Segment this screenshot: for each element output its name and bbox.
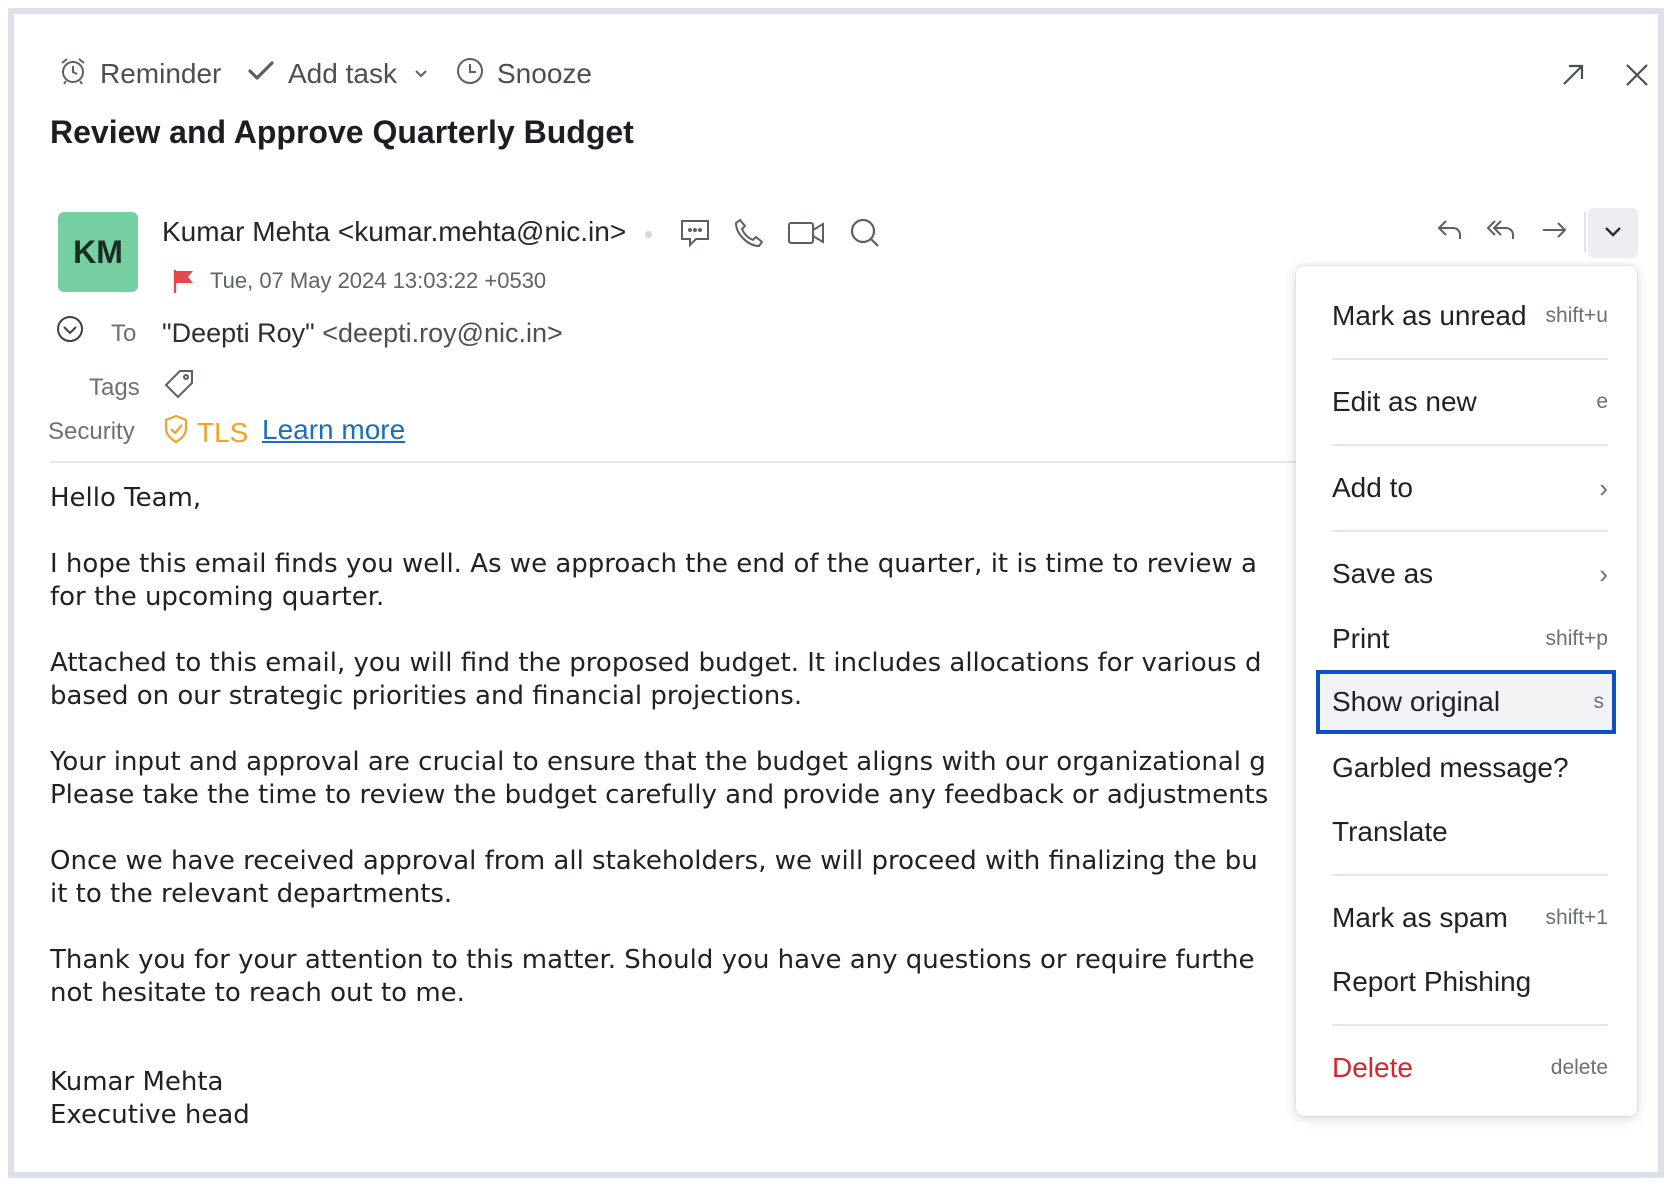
menu-item-label: Mark as unread	[1332, 300, 1527, 331]
body-line: Please take the time to review the budget carefully and provide any feedback or adjustments	[50, 780, 1269, 810]
forward-button[interactable]	[1532, 210, 1576, 254]
to-label: To	[111, 320, 137, 347]
search-icon	[849, 217, 881, 254]
snooze-label: Snooze	[497, 58, 592, 89]
header-divider	[50, 461, 1300, 463]
menu-divider	[1332, 1024, 1608, 1026]
checkmark-icon	[246, 56, 276, 93]
email-date: Tue, 07 May 2024 13:03:22 +0530	[210, 268, 547, 293]
body-paragraph	[50, 548, 1300, 614]
clock-icon	[455, 56, 485, 93]
body-line: Attached to this email, you will find the proposed budget. It includes allocations for various d	[50, 648, 1262, 678]
body-line: it to the relevant departments.	[50, 879, 453, 909]
menu-item-shortcut: shift+p	[1545, 627, 1608, 650]
body-paragraph	[50, 944, 1300, 1010]
menu-item-translate[interactable]	[1332, 804, 1608, 860]
body-paragraph	[50, 746, 1300, 812]
security-label: Security	[48, 418, 135, 445]
menu-item-shortcut: e	[1596, 390, 1608, 413]
collapse-circle-icon[interactable]	[56, 315, 84, 348]
video-call-button[interactable]	[784, 216, 828, 254]
menu-item-report-phishing[interactable]	[1332, 954, 1608, 1010]
more-actions-menu	[1296, 266, 1637, 1116]
close-button[interactable]	[1620, 60, 1654, 94]
learn-more-link[interactable]: Learn more	[262, 414, 406, 445]
menu-item-label: Add to	[1332, 472, 1413, 503]
phone-icon	[733, 217, 765, 254]
shield-icon	[163, 414, 189, 451]
reply-all-button[interactable]	[1480, 210, 1524, 254]
body-line: not hesitate to reach out to me.	[50, 978, 465, 1008]
recipient[interactable]	[162, 318, 563, 349]
more-actions-dropdown[interactable]	[1588, 208, 1638, 258]
greeting: Hello Team,	[50, 483, 202, 513]
close-icon	[1624, 62, 1650, 93]
signature-name: Kumar Mehta	[50, 1067, 224, 1097]
sender-address[interactable]: Kumar Mehta <kumar.mehta@nic.in>	[162, 216, 627, 247]
submenu-arrow-icon: ›	[1599, 472, 1608, 503]
menu-item-label: Report Phishing	[1332, 966, 1532, 997]
menu-item-mark-as-unread[interactable]	[1332, 288, 1608, 344]
menu-divider	[1332, 358, 1608, 360]
call-button[interactable]	[730, 216, 768, 254]
chevron-down-icon	[413, 65, 429, 86]
menu-item-label: Edit as new	[1332, 386, 1477, 417]
avatar[interactable]: KM	[58, 212, 138, 292]
menu-item-shortcut: shift+1	[1545, 906, 1608, 929]
separator-dot	[645, 231, 652, 238]
menu-item-label: Print	[1332, 623, 1390, 654]
chat-button[interactable]	[676, 216, 714, 254]
menu-item-shortcut: shift+u	[1545, 304, 1608, 327]
email-subject: Review and Approve Quarterly Budget	[50, 114, 634, 150]
menu-item-shortcut: s	[1593, 690, 1604, 713]
expand-icon	[1559, 61, 1587, 94]
security-tls	[163, 414, 248, 451]
tag-icon[interactable]	[163, 368, 195, 405]
menu-divider	[1332, 874, 1608, 876]
snooze-button[interactable]	[455, 56, 592, 92]
menu-divider	[1332, 444, 1608, 446]
submenu-arrow-icon: ›	[1599, 558, 1608, 589]
menu-item-add-to[interactable]	[1332, 460, 1608, 516]
body-paragraph	[50, 647, 1300, 713]
body-line: I hope this email finds you well. As we approach the end of the quarter, it is time to review a	[50, 549, 1257, 579]
recipient-name: "Deepti Roy"	[162, 318, 315, 348]
reply-all-icon	[1486, 216, 1518, 249]
menu-item-mark-as-spam[interactable]	[1332, 890, 1608, 946]
menu-divider	[1332, 530, 1608, 532]
body-line: based on our strategic priorities and financial projections.	[50, 681, 803, 711]
menu-item-label: Translate	[1332, 816, 1448, 847]
search-sender-button[interactable]	[846, 216, 884, 254]
alarm-clock-icon	[58, 56, 88, 93]
add-task-button[interactable]	[246, 56, 397, 92]
add-task-dropdown[interactable]	[408, 62, 434, 88]
body-line: Once we have received approval from all stakeholders, we will proceed with finalizing the bu	[50, 846, 1258, 876]
reply-icon	[1436, 216, 1464, 249]
reply-button[interactable]	[1428, 210, 1472, 254]
menu-item-save-as[interactable]	[1332, 546, 1608, 602]
body-line: Thank you for your attention to this matter. Should you have any questions or require furthe	[50, 945, 1255, 975]
reminder-label: Reminder	[100, 58, 222, 89]
add-task-label: Add task	[288, 58, 397, 89]
menu-item-label: Show original	[1332, 686, 1501, 717]
actions-separator	[1584, 212, 1586, 252]
menu-item-garbled-message[interactable]	[1332, 740, 1608, 796]
menu-item-delete[interactable]	[1332, 1040, 1608, 1096]
tags-label: Tags	[89, 374, 140, 401]
body-line: Your input and approval are crucial to ensure that the budget aligns with our organizational g	[50, 747, 1266, 777]
signature-title: Executive head	[50, 1100, 250, 1130]
chat-icon	[679, 217, 711, 254]
email-body	[50, 482, 1300, 1154]
chevron-down-icon	[1602, 220, 1624, 247]
menu-item-label: Save as	[1332, 558, 1434, 589]
body-paragraph	[50, 845, 1300, 911]
menu-item-show-original[interactable]	[1318, 672, 1614, 732]
tls-label: TLS	[197, 416, 249, 448]
expand-button[interactable]	[1556, 60, 1590, 94]
signature	[50, 1066, 1300, 1132]
reminder-button[interactable]	[58, 56, 221, 92]
video-icon	[786, 218, 826, 253]
menu-item-label: Garbled message?	[1332, 752, 1569, 783]
recipient-address: <deepti.roy@nic.in>	[322, 318, 563, 348]
menu-item-label: Mark as spam	[1332, 902, 1508, 933]
forward-icon	[1540, 216, 1568, 249]
body-line: for the upcoming quarter.	[50, 582, 385, 612]
menu-item-edit-as-new[interactable]	[1332, 374, 1608, 430]
menu-item-label: Delete	[1332, 1052, 1413, 1083]
menu-item-shortcut: delete	[1550, 1056, 1608, 1079]
menu-item-print[interactable]	[1332, 611, 1608, 667]
flag-icon[interactable]	[172, 268, 196, 299]
